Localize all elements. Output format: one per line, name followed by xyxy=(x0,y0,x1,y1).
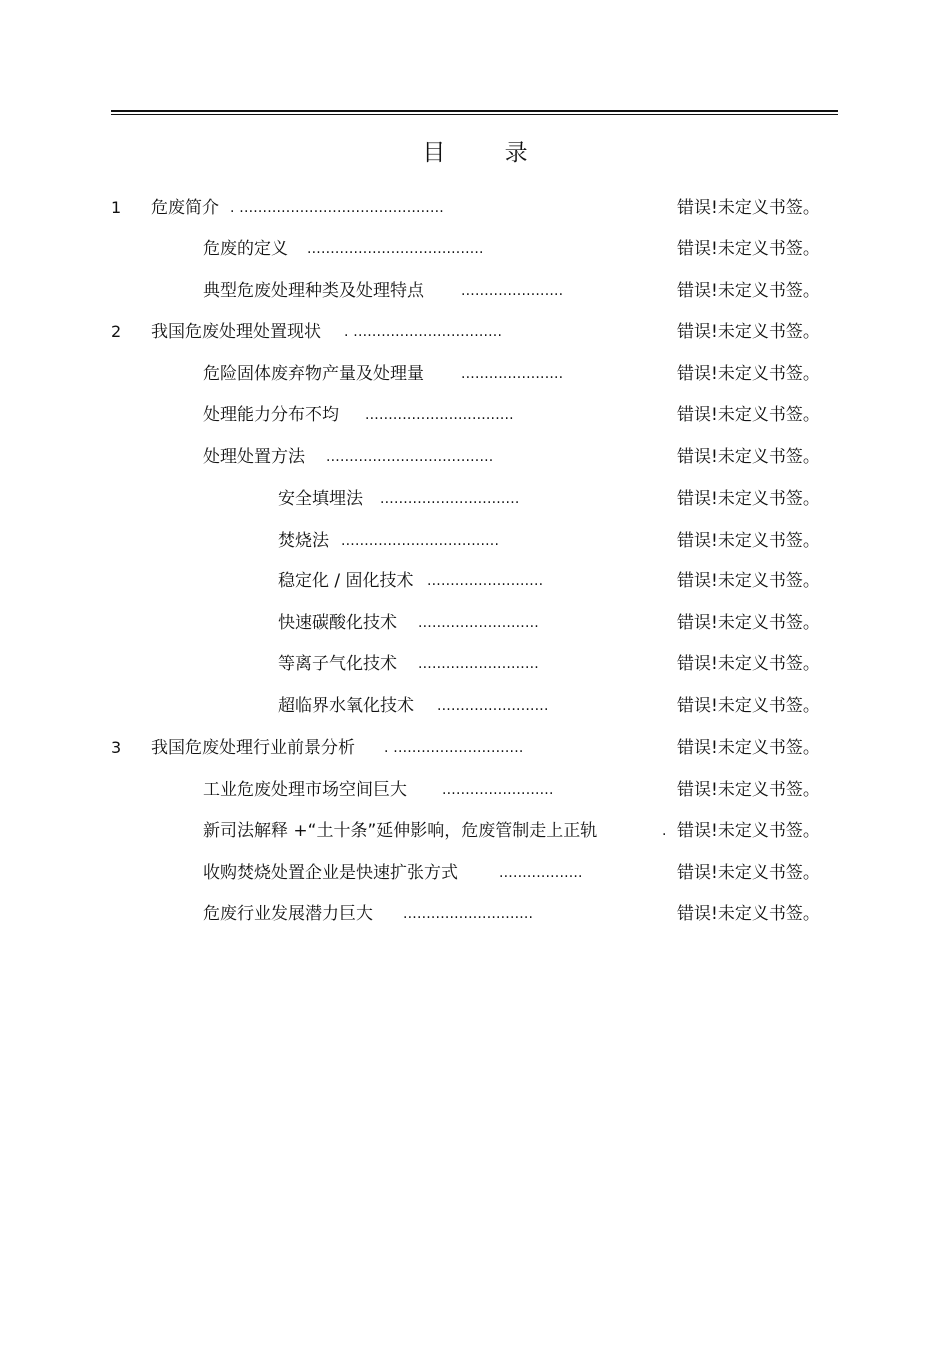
toc-leader-dots: .................. xyxy=(499,865,583,881)
toc-entry-level2[interactable] xyxy=(0,279,950,303)
toc-entry-page: 错误!未定义书签。 xyxy=(677,405,820,425)
toc-leader-dots: . ............................................ xyxy=(230,200,444,216)
toc-leader-dots: ...................... xyxy=(461,366,564,382)
toc-entry-label[interactable]: 处理处置方法 xyxy=(203,447,305,467)
toc-entry-page: 错误!未定义书签。 xyxy=(677,489,820,509)
toc-leader-dots: ................................ xyxy=(365,407,514,423)
toc-entry-label[interactable]: 危废行业发展潜力巨大 xyxy=(203,904,373,924)
header-rule-thick xyxy=(111,110,838,112)
toc-entry-label[interactable]: 稳定化 / 固化技术 xyxy=(278,571,414,591)
toc-entry-level3[interactable] xyxy=(0,694,950,718)
toc-entry-level3[interactable] xyxy=(0,569,950,593)
toc-entry-label[interactable]: 安全填埋法 xyxy=(278,489,363,509)
toc-entry-page: 错误!未定义书签。 xyxy=(677,821,820,841)
toc-entry-level2[interactable] xyxy=(0,445,950,469)
toc-entry-label[interactable]: 超临界水氧化技术 xyxy=(278,696,414,716)
toc-entry-label[interactable]: 快速碳酸化技术 xyxy=(278,613,397,633)
toc-entry-level1[interactable] xyxy=(0,196,950,220)
toc-entry-level3[interactable] xyxy=(0,611,950,635)
toc-entry-level1[interactable] xyxy=(0,736,950,760)
toc-entry-number: 2 xyxy=(111,322,122,341)
toc-entry-page: 错误!未定义书签。 xyxy=(677,447,820,467)
toc-entry-page: 错误!未定义书签。 xyxy=(677,239,820,259)
toc-entry-label[interactable]: 典型危废处理种类及处理特点 xyxy=(203,281,424,301)
toc-entry-level2[interactable] xyxy=(0,362,950,386)
toc-leader-dots: . ................................ xyxy=(344,324,503,340)
toc-entry-label[interactable]: 我国危废处理处置现状 xyxy=(151,322,321,342)
toc-entry-page: 错误!未定义书签。 xyxy=(677,364,820,384)
toc-entry-label[interactable]: 我国危废处理行业前景分析 xyxy=(151,738,355,758)
toc-entry-number: 3 xyxy=(111,738,122,757)
toc-entry-label[interactable]: 新司法解释 +“土十条”延伸影响，危废管制走上正轨 xyxy=(203,821,598,841)
toc-entry-label[interactable]: 危废的定义 xyxy=(203,239,288,259)
toc-entry-level2[interactable] xyxy=(0,861,950,885)
toc-leader-dots: . xyxy=(662,823,667,839)
toc-title: 目 录 xyxy=(422,140,554,166)
toc-entry-page: 错误!未定义书签。 xyxy=(677,281,820,301)
toc-entry-page: 错误!未定义书签。 xyxy=(677,738,820,758)
toc-entry-label[interactable]: 处理能力分布不均 xyxy=(203,405,339,425)
toc-entry-level3[interactable] xyxy=(0,652,950,676)
toc-entry-label[interactable]: 工业危废处理市场空间巨大 xyxy=(203,780,407,800)
toc-leader-dots: .......................... xyxy=(418,656,539,672)
toc-leader-dots: ...................................... xyxy=(307,241,484,257)
toc-entry-level3[interactable] xyxy=(0,487,950,511)
toc-entry-level3[interactable] xyxy=(0,529,950,553)
toc-leader-dots: .................................... xyxy=(326,449,494,465)
toc-leader-dots: ........................ xyxy=(437,698,549,714)
toc-entry-page: 错误!未定义书签。 xyxy=(677,198,820,218)
toc-entry-page: 错误!未定义书签。 xyxy=(677,531,820,551)
toc-entry-label[interactable]: 等离子气化技术 xyxy=(278,654,397,674)
toc-entry-label[interactable]: 危废简介 xyxy=(151,198,219,218)
toc-entry-page: 错误!未定义书签。 xyxy=(677,904,820,924)
toc-entry-page: 错误!未定义书签。 xyxy=(677,780,820,800)
toc-leader-dots: ...................... xyxy=(461,283,564,299)
toc-entry-page: 错误!未定义书签。 xyxy=(677,322,820,342)
toc-entry-label[interactable]: 收购焚烧处置企业是快速扩张方式 xyxy=(203,863,458,883)
toc-entry-number: 1 xyxy=(111,198,122,217)
toc-entry-page: 错误!未定义书签。 xyxy=(677,863,820,883)
toc-entry-level2[interactable] xyxy=(0,902,950,926)
toc-leader-dots: ......................... xyxy=(427,573,544,589)
toc-leader-dots: ........................ xyxy=(442,782,554,798)
toc-leader-dots: .......................... xyxy=(418,615,539,631)
toc-entry-level2[interactable] xyxy=(0,403,950,427)
toc-entry-level2[interactable] xyxy=(0,237,950,261)
toc-leader-dots: ............................ xyxy=(403,906,534,922)
toc-entry-level2[interactable] xyxy=(0,819,950,843)
toc-entry-page: 错误!未定义书签。 xyxy=(677,654,820,674)
toc-entry-page: 错误!未定义书签。 xyxy=(677,613,820,633)
header-rule-thin xyxy=(111,114,838,115)
toc-entry-level1[interactable] xyxy=(0,320,950,344)
toc-entry-page: 错误!未定义书签。 xyxy=(677,571,820,591)
toc-entry-label[interactable]: 焚烧法 xyxy=(278,531,329,551)
toc-leader-dots: . ............................ xyxy=(384,740,524,756)
toc-leader-dots: .............................. xyxy=(380,491,520,507)
toc-entry-page: 错误!未定义书签。 xyxy=(677,696,820,716)
toc-entry-label[interactable]: 危险固体废弃物产量及处理量 xyxy=(203,364,424,384)
toc-leader-dots: .................................. xyxy=(341,533,500,549)
toc-entry-level2[interactable] xyxy=(0,778,950,802)
